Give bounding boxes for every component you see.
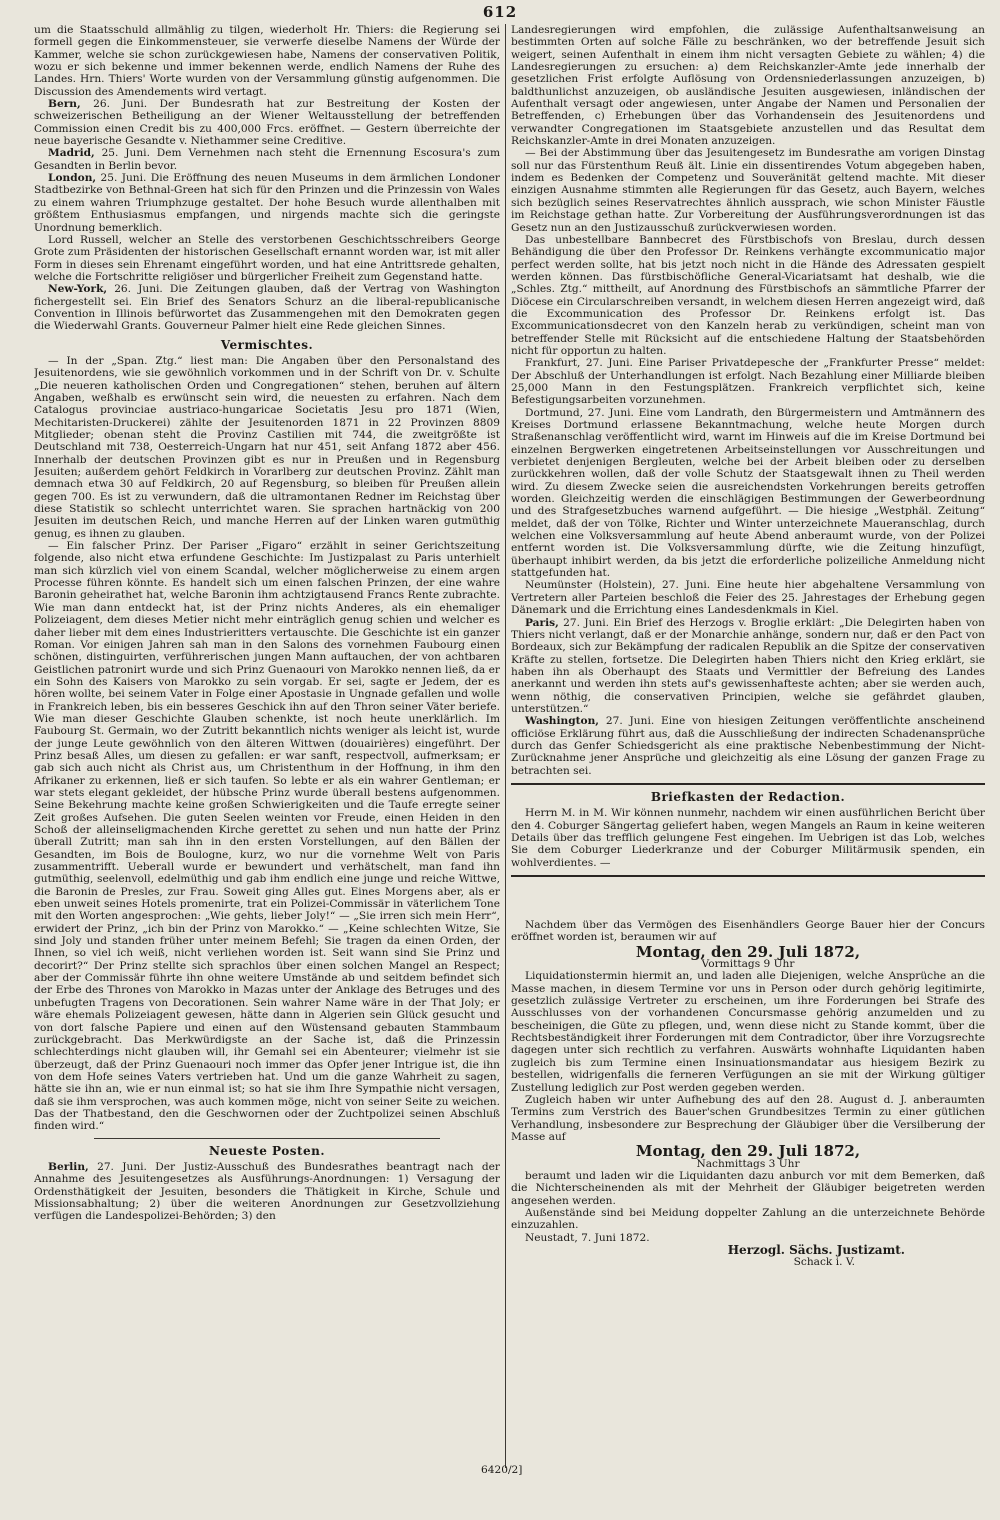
article-text: 26. Juni. Der Bundesrath hat zur Bestreitung der Kosten der schweizerischen Betheiligung an der Wiener Weltausstellung der betreffenden Commission einen Credit bis zu 400,000 Frcs. eröffnet. — Gestern überreichte der neue bayerische Gesandte v. Niethammer seine Creditive. [34, 98, 500, 148]
article-paragraph: Landesregierungen wird empfohlen, die zulässige Aufenthaltsanweisung an bestimmten Orten auf solche Fälle zu beschränken, wo der betreffende Jesuit sich weigert, seinen Aufenthalt in einem ihm nicht versagten Gebiete zu wählen; 4) die Landesregierungen zu ersuchen: a) dem Reichskanzler-Amte jede innerhalb der gesetzlichen Frist erfolgte Auflösung von Ordensniederlassungen anzuzeigen, b) baldthunlichst anzuzeigen, ob ausländische Jesuiten ausgewiesen, inländischen der Aufenthalt versagt oder angewiesen, unter Angabe der Namen und Personalien der Betreffenden, c) Erhebungen über das Vorhandensein des Jesuitenordens und verwandter Congregationen im Staatsgebiete anzustellen und das Resultat dem Reichskanzler-Amte in drei Monaten anzuzeigen. [511, 24, 985, 148]
article-bern [34, 98, 500, 147]
dateline-place: London, [48, 172, 97, 185]
section-heading-neueste-posten: Neueste Posten. [208, 1143, 326, 1158]
article-paragraph: um die Staatsschuld allmählig zu tilgen, wiederholt Hr. Thiers: die Regierung sei formell gegen die Einkommensteuer, sie verwerfe dieselbe Namens der Würde der Kammer, welche sie schon zurückgewiesen habe, Namens der conservativen Politik, wozu er sich bekenne und immer bekennen werde, endlich Namens der Ruhe des Landes. Hrn. Thiers' Worte wurden von der Versammlung günstig aufgenommen. Die Discussion des Amendements wird vertagt. [34, 24, 500, 98]
article-text: 26. Juni. Die Zeitungen glauben, daß der Vertrag von Washington fichergestellt sei. Ein Brief des Senators Schurz an die liberal-republicanische Convention in Illinois befürwortet das Zusammengehen mit den Demokraten gegen die Wiederwahl Grants. Gouverneur Palmer hielt eine Rede gleichen Sinnes. [34, 283, 500, 333]
page-number: 612 [482, 3, 518, 21]
article-london [34, 172, 500, 234]
article-russell: Lord Russell, welcher an Stelle des verstorbenen Geschichtsschreibers George Grote zum Präsidenten der historischen Gesellschaft ernannt worden war, ist mit aller Form in dieses sein Ehrenamt eingeführt worden, und hat eine Antrittsrede gehalten, welche die Fortschritte religiöser und bürgerlicher Freiheit zum Gegenstand hatte. [34, 233, 500, 283]
notice-date: Montag, den 29. Juli 1872, [635, 1142, 861, 1161]
article-madrid [34, 147, 500, 172]
article-paris [511, 617, 985, 716]
article-text: 27. Juni. Der Justiz-Ausschuß des Bundesrathes beantragt nach der Annahme des Jesuitengesetzes als Ausführungs-Anordnungen: 1) Versagung der Ordensthätigkeit der Jesuiten, besonders die Thätigkeit in Kirche, Schule und Missionsabhaltung; 2) über die weiteren Anordnungen zur Gesetzvollziehung verfügen die Landespolizei-Behörden; 3) den [34, 1160, 500, 1223]
notice-signature: Herzogl. Sächs. Justizamt. [727, 1242, 905, 1257]
notice-paragraph: Nachdem über das Vermögen des Eisenhändlers George Bauer hier der Concurs eröffnet worden ist, beraumen wir auf [511, 919, 985, 944]
notice-paragraph: Zugleich haben wir unter Aufhebung des auf den 28. August d. J. anberaumten Termins zum Verstrich des Bauer'schen Grundbesitzes Termin zu einer gütlichen Verhandlung, insbesondere zur Besprechung der Gläubiger über die Versilberung der Masse auf [511, 1093, 985, 1143]
section-heading-vermischtes: Vermischtes. [220, 337, 314, 352]
notice-date: Montag, den 29. Juli 1872, [635, 942, 861, 961]
article-neumuenster: Neumünster (Holstein), 27. Juni. Eine heute hier abgehaltene Versammlung von Vertretern aller Parteien beschloß die Feier des 25. Jahrestages der Erhebung gegen Dänemark und die Errichtung eines Landesdenkmals in Kiel. [511, 579, 985, 617]
article-paragraph: — Bei der Abstimmung über das Jesuitengesetz im Bundesrathe am vorigen Dinstag soll nur das Fürstenthum Reuß ält. Linie ein dissentirendes Votum abgegeben haben, indem es Bedenken der Competenz und Souveränität geltend machte. Mit dieser einzigen Ausnahme stimmten alle Regierungen für das Gesetz, auch Bayern, welches sich bezüglich seines Reservatrechtes ähnlich aussprach, wie schon Minister Fäustle im Reichstage gethan hatte. Zur Vorbereitung der Ausführungsverordnungen ist das Gesetz nun an den Justizausschuß zurückverwiesen worden. [511, 147, 985, 234]
notice-signer: Schack i. V. [793, 1256, 855, 1269]
dateline-place: Madrid, [48, 147, 95, 160]
section-rule [511, 875, 985, 877]
dateline-place: Berlin, [48, 1160, 89, 1173]
article-berlin [34, 1161, 500, 1223]
notice-paragraph: Außenstände sind bei Meidung doppelter Zahlung an die unterzeichnete Behörde einzuzahlen. [511, 1206, 985, 1232]
article-dortmund: Dortmund, 27. Juni. Eine vom Landrath, den Bürgermeistern und Amtmännern des Kreises Dortmund erlassene Bekanntmachung, welche heute Morgen durch Straßenanschlag veröffentlicht wird, warnt im Hinweis auf die im Kreise Dortmund bei einzelnen Bergwerken eingetretenen Arbeitseinstellungen vor Ausschreitungen und verbietet denjenigen Bergleuten, welche bei der Arbeit bleiben oder zu derselben zurückkehren wollen, daß der volle Schutz der Staatsgewalt ihnen zu Theil werden wird. Zu diesem Zwecke seien die ausreichendsten Vorkehrungen bereits getroffen worden. Gleichzeitig werden die einschlägigen Bestimmungen der Gewerbeordnung und des Strafgesetzbuches warnend aufgeführt. — Die hiesige „Westphäl. Zeitung“ meldet, daß der von Tölke, Richter und Winter unterzeichnete Maueranschlag, durch welchen eine Volksversammlung auf heute Abend anberaumt wurde, von der Polizei entfernt worden ist. Die Volksversammlung dürfte, wie die Zeitung hinzufügt, überhaupt inhibirt werden, da bis jetzt die erforderliche polizeiliche Anmeldung nicht stattgefunden hat. [511, 406, 985, 580]
section-heading-briefkasten: Briefkasten der Redaction. [650, 789, 846, 804]
letter-reply: Herrn M. in M. Wir können nunmehr, nachdem wir einen ausführlichen Bericht über den 4. Coburger Sängertag geliefert haben, wegen Mangels an Raum in keine weiteren Details über das trefflich gelungene Fest eingehen. Im Uebrigen ist das Lob, welches Sie dem Coburger Liederkranze und der Coburger Militärmusik spenden, ein wohlverdientes. — [511, 807, 985, 869]
article-text: 25. Juni. Die Eröffnung des neuen Museums in dem ärmlichen Londoner Stadtbezirke von Bethnal-Green hat sich für den Prinzen und die Prinzessin von Wales zu einem wahren Triumphzuge gestaltet. Der hohe Besuch wurde allenthalben mit größtem Enthusiasmus empfangen, und nirgends machte sich die geringste Unordnung bemerklich. [34, 172, 500, 234]
notice-id: 6420/2] [481, 1464, 523, 1476]
blank-space [511, 883, 985, 919]
dateline-place: Bern, [48, 98, 81, 111]
notice-paragraph: Liquidationstermin hiermit an, und laden alle Diejenigen, welche Ansprüche an die Masse machen, in diesem Termine vor uns in Person oder durch gehörig legitimirte, gesetzlich zulässige Vertreter zu erscheinen, um ihre Forderungen bei Strafe des Ausschlusses von der vorhandenen Concursmasse gehörig anzumelden und zu bescheinigen, die Güte zu pflegen, und, wenn diese nicht zu Stande kommt, über die Rechtsbeständigkeit ihrer Forderungen mit dem Contradictor, über ihre Vorzugsrechte dagegen unter sich rechtlich zu verfahren. Auswärts wohnhafte Liquidanten haben zugleich bis zum Termine einen Insinuationsmandatar aus hiesigem Bezirk zu bestellen, widrigenfalls die ferneren Verfügungen an sie mit der Wirkung gültiger Zustellung lediglich zur Post werden gegeben werden. [511, 970, 985, 1094]
dateline-place: Paris, [525, 616, 559, 629]
dateline-place: Washington, [525, 715, 599, 728]
notice-paragraph: beraumt und laden wir die Liquidanten dazu anburch vor mit dem Bemerken, daß die Nichterscheinenden als mit der Mehrheit der Gläubiger beigetreten werden angesehen werden. [511, 1169, 985, 1207]
article-text: 25. Juni. Dem Vernehmen nach steht die Ernennung Escosura's zum Gesandten in Berlin bevor. [34, 147, 500, 172]
dateline-place: New-York, [48, 283, 108, 296]
article-false-prince: — Ein falscher Prinz. Der Pariser „Figaro“ erzählt in seiner Gerichtszeitung folgende, also nicht etwa erfundene Geschichte: Im Justizpalast zu Paris unterhielt man sich kürzlich viel von einem Scandal, welcher möglicherweise zu einem argen Processe führen könnte. Es handelt sich um einen falschen Prinzen, der eine wahre Baronin geheirathet hat, welche Baronin ihm achtzigtausend Francs Rente zubrachte. Wie man dann entdeckt hat, ist der Prinz nichts Anderes, als ein ehemaliger Polizeiagent, dem dieses Metier nicht mehr einträglich genug schien und welcher es daher lieber mit dem eines Industrieritters vertauschte. Die Geschichte ist ein ganzer Roman. Vor einigen Jahren sah man in den Salons des vornehmen Faubourg einen schönen, distinguirten, verführerischen jungen Mann auftauchen, der von achtbaren Geistlichen patronirt wurde und sich Prinz Guenaouri von Marokko nennen ließ, da er ein Sohn des Kaisers von Marokko zu sein vorgab. Er sei, sagte er Jedem, der es hören wollte, bei seinem Vater in Folge einer Apostasie in Ungnade gefallen und wolle in Frankreich leben, bis ein besseres Geschick ihn auf den Thron seiner Väter beriefe. Wie man dieser Geschichte Glauben schenkte, ist noch heute unerklärlich. Im Faubourg St. Germain, wo der Zutritt bekanntlich nichts weniger als leicht ist, wurde der junge Leute gewöhnlich von den älteren Wittwen (douairières) eingeführt. Der Prinz besaß Alles, um diesen zu gefallen: er war sanft, respectvoll, aufmerksam; er gab sich auch nicht als Christ aus, um Christenthum in der Hoffnung, in ihm den Afrikaner zu erkennen, ließ er sich taufen. So lebte er als ein wahrer Gentleman; er war stets elegant gekleidet, der hübsche Prinz wurde überall bestens aufgenommen. Seine Bekehrung machte keine großen Schwierigkeiten und die Taufe erregte seiner Zeit großes Aufsehen. Die guten Seelen weinten vor Freude, einen Heiden in den Schoß der alleinseligmachenden Kirche gerettet zu sehen und nun hatte der Prinz überall Zutritt; man sah ihn in den ersten Vorstellungen, auf den Bällen der Gesandten, im Bois de Boulogne, kurz, wo nur die vornehme Welt von Paris zusammentrifft. Ueberall wurde er bewundert und verhätschelt, man fand ihn gutmüthig, seelenvoll, edelmüthig und gab ihm endlich eine junge und reiche Wittwe, die Baronin de Presles, zur Frau. Soweit ging Alles gut. Eines Morgens aber, als er eben unweit seines Hotels promenirte, trat ein Polizei-Commissär in väterlichem Tone mit den Worten angesprochen: „Wie gehts, lieber Joly!“ — „Sie irren sich mein Herr“, erwidert der Prinz, „ich bin der Prinz von Marokko.“ — „Keine schlechten Witze, Sie sind Joly und standen früher unter meinem Befehl; Sie tragen da einen Orden, der Ihnen, so viel ich weiß, nicht verliehen worden ist. Seit wann sind Sie Prinz und decorirt?“ Der Prinz stellte sich sprachlos über einen solchen Mangel an Respect; aber der Commissär führte ihn ohne weitere Umstände ab und seitdem befindet sich der Erbe des Thrones von Marokko in Mazas unter der Anklage des Betruges und des unbefugten Tragens von Decorationen. Sein wahrer Name wäre in der That Joly; er wäre ehemals Polizeiagent gewesen, hätte dann in Algerien sein Glück gesucht und von dort falsche Papiere und einen auf den Wüstensand gebauten Stammbaum zurückgebracht. Das Merkwürdigste an der Sache ist, daß die Prinzessin schlechterdings nicht glauben will, ihr Gemahl sei ein Abenteurer; vielmehr ist sie überzeugt, daß der Prinz Guenaouri noch immer das Opfer jener Intrigue ist, die ihn von dem Hofe seines Vaters vertrieben hat. Und um die ganze Wahrheit zu sagen, hätte sie ihn an, wie er nun einmal ist; so hat sie ihm Ihre Sympathie nicht versagen, daß sie ihm versprochen, was auch kommen möge, nicht von seiner Seite zu weichen. Das der Thatbestand, den die Geschwornen oder der Zuchtpolizei seinen Abschluß finden wird.“ [34, 540, 500, 1133]
article-frankfurt: Frankfurt, 27. Juni. Eine Pariser Privatdepesche der „Frankfurter Presse“ meldet: Der Abschluß der Unterhandlungen ist erfolgt. Nach Bezahlung einer Milliarde bleiben 25,000 Mann in den Festungsplätzen. Frankreich verpflichtet sich, keine Befestigungsarbeiten vorzunehmen. [511, 357, 985, 407]
article-text: 27. Juni. Ein Brief des Herzogs v. Broglie erklärt: „Die Delegirten haben von Thiers nicht verlangt, daß er der Monarchie anhänge, sondern nur, daß er den Pact von Bordeaux, sich zur Bekämpfung der radicalen Republik an die Spitze der conservativen Kräfte zu stellen, fortsetze. Die Delegirten haben Thiers nicht den Krieg erklärt, sie haben ihn als Oberhaupt des Staats und Vermittler der Befreiung des Landes anerkannt und werden ihn stets auf's gewissenhafteste achten; aber sie werden auch, wenn nöthig, die conservativen Principien, welche sie gefährdet glauben, unterstützen.“ [511, 616, 985, 715]
right-column [511, 24, 985, 1514]
article-jesuit-statistics: — In der „Span. Ztg.“ liest man: Die Angaben über den Personalstand des Jesuitenordens, wie sie gewöhnlich vorkommen und in der Schrift von Dr. v. Schulte „Die neueren katholischen Orden und Congregationen“ stehen, beruhen auf ältern Angaben, weßhalb es erwünscht sein wird, die neuesten zu erfahren. Nach dem Catalogus provinciae austriaco-hungaricae Societatis Jesu pro 1871 (Wien, Mechitaristen-Druckerei) zählte der Jesuitenorden 1871 in 22 Provinzen 8809 Mitglieder; obenan steht die Provinz Castilien mit 744, die zweitgrößte ist Deutschland mit 738, Oesterreich-Ungarn hat nur 451, seit Anfang 1872 aber 456. Innerhalb der deutschen Provinzen gibt es nur in Preußen und in Regensburg Jesuiten; außerdem gehört Feldkirch in Vorarlberg zur deutschen Provinz. Zählt man demnach etwa 30 auf Feldkirch, 20 auf Regensburg, so bleiben für Preußen allein gegen 700. Es ist zu verwundern, daß die ultramontanen Redner im Reichstag über diese Statistik so schlecht unterrichtet waren. Sie sprachen hartnäckig von 200 Jesuiten im deutschen Reich, und manche Herren auf der Linken waren gutmüthig genug, es ihnen zu glauben. [34, 354, 500, 540]
left-column [34, 24, 500, 1514]
notice-time: Nachmittags 3 Uhr [696, 1157, 800, 1170]
column-divider [505, 24, 506, 1468]
article-washington [511, 715, 985, 777]
article-new-york [34, 283, 500, 332]
notice-place-date: Neustadt, 7. Juni 1872. [525, 1231, 650, 1244]
article-paragraph: Das unbestellbare Bannbecret des Fürstbischofs von Breslau, durch dessen Behändigung die über den Professor Dr. Reinkens verhängte excommunicatio major perfect werden sollte, hat bis jetzt noch nicht in die Hände des Adressaten gespielt werden können. Das fürstbischöfliche General-Vicariatsamt hat deshalb, wie die „Schles. Ztg.“ mittheilt, auf Anordnung des Fürstbischofs an sämmtliche Pfarrer der Diöcese ein Circularschreiben versandt, in welchem diesen Herren angezeigt wird, daß die Excommunication des Professor Dr. Reinkens erfolgt ist. Das Excommunicationsdecret von den Kanzeln herab zu verkündigen, scheint man von betreffender Stelle mit Rücksicht auf die entschiedene Haltung der Staatsbehörden nicht für opportun zu halten. [511, 233, 985, 357]
notice-time: Vormittags 9 Uhr [701, 958, 795, 971]
section-rule [511, 783, 985, 785]
article-text: 27. Juni. Eine von hiesigen Zeitungen veröffentlichte anscheinend officiöse Erklärung führt aus, daß die Ausschließung der indirecten Schadenansprüche durch das Genfer Schiedsgericht als eine praktische Nebenbestimmung der Nicht-Zurücknahme jener Ansprüche und gleichzeitig als eine Lösung der ganzen Frage zu betrachten sei. [511, 715, 985, 777]
section-rule [94, 1138, 440, 1139]
legal-notice [511, 919, 985, 1269]
